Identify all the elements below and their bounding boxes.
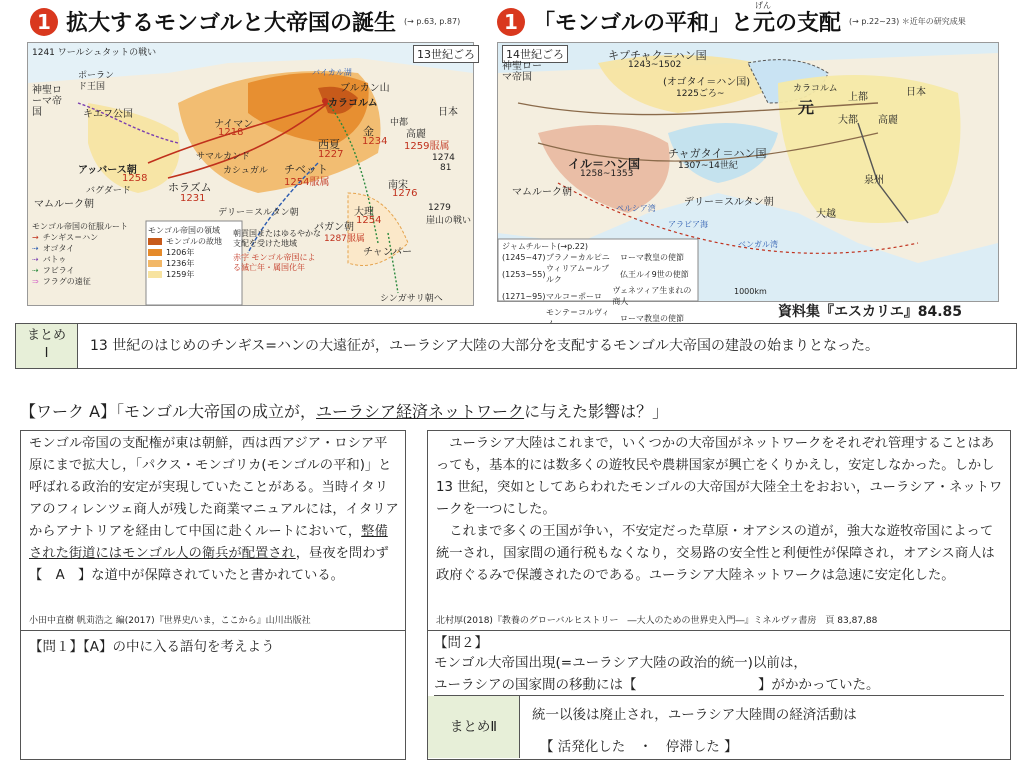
q1-text: 【問１】【A】の中に入る語句を考えよう bbox=[29, 639, 275, 655]
legend-route-0: チンギス＝ハン bbox=[42, 233, 99, 242]
map1-label-17: 1254服属 bbox=[284, 177, 330, 188]
work-a-prefix: 【ワーク A】「モンゴル大帝国の成立が， bbox=[20, 402, 317, 421]
map2-ruby: げん bbox=[755, 1, 771, 10]
legend2-1-person: ウィリアム＝ルブルク bbox=[546, 264, 609, 284]
left-source-box bbox=[20, 430, 406, 632]
map1-legend-routes: モンゴル帝国の征服ルート → チンギス＝ハン ⇢ オゴタイ ⇢ バトゥ ⇢ フビライ ⇒ フラグの遠征 bbox=[32, 221, 140, 287]
map2-label-13: チャガタイ＝ハン国 bbox=[668, 147, 767, 160]
legend2-2-person: マルコ＝ポーロ bbox=[546, 291, 602, 301]
map2-label-20: アラビア海 bbox=[668, 220, 708, 229]
map2-label-0: 神聖ローマ帝国 bbox=[502, 61, 542, 83]
map2-label-6: 上都 bbox=[848, 92, 868, 103]
matome1-label bbox=[16, 324, 78, 368]
work-a-suffix: に与えた影響は？」 bbox=[524, 402, 669, 421]
map1-label-25: 1276 bbox=[392, 188, 418, 199]
map1-label-12: ナイマン bbox=[214, 119, 254, 130]
map1-label-6: バグダード bbox=[86, 186, 131, 196]
map1-label-10: サマルカンド bbox=[196, 152, 251, 162]
map1-label-34: 1279 bbox=[428, 203, 451, 213]
map2-label-9: 高麗 bbox=[878, 115, 898, 126]
map2-title-text: 「モンゴルの平和」と元の支配 bbox=[533, 11, 842, 36]
map1-label-30: 1287服属 bbox=[324, 234, 365, 244]
source-note: 資料集『エスカリエ』84.85 bbox=[778, 304, 963, 320]
matome1-label-2: Ⅰ bbox=[44, 346, 49, 361]
map1-title bbox=[30, 6, 460, 37]
left-para1-underlined: 整備された街道にはモンゴル人の衛兵が配置され bbox=[29, 524, 388, 561]
right-para1: ユーラシア大陸はこれまで，いくつかの大帝国がネットワークをそれぞれ管理することはあっても，基本的には数多くの遊牧民や農耕国家が興亡をくりかえし，安定しなかった。しかし 13 世紀，突如としてあらわれたモンゴルの大帝国が大陸全土をおおい，ユーラシア・ネットワークを一つにした。 bbox=[436, 436, 1003, 517]
left-source-text bbox=[29, 433, 399, 587]
map2-legend-title: ジャムチルート(→p.22) bbox=[502, 242, 589, 251]
matome2-line1: 統一以後は廃止され，ユーラシア大陸間の経済活動は bbox=[532, 707, 857, 723]
map1-label-33: 81 bbox=[440, 163, 452, 173]
left-citation: 小田中直樹 帆苅浩之 編(2017)『世界史/いま，ここから』山川出版社 bbox=[29, 616, 311, 626]
map1-label-9: 1231 bbox=[180, 193, 206, 204]
map1-label-29: パガン朝 bbox=[314, 222, 354, 233]
map2-label-3: (オゴタイ＝ハン国) bbox=[663, 77, 751, 88]
map1-label-4: アッバース朝 bbox=[78, 165, 137, 176]
legend-area-2: 1236年 bbox=[166, 259, 195, 268]
legend-other-0: 朝貢国またはゆるやかな支配を受けた地域 bbox=[233, 229, 321, 248]
legend-area-3: 1259年 bbox=[166, 270, 195, 279]
map1-legend-area bbox=[148, 225, 240, 280]
map1-label-5: 1258 bbox=[122, 173, 148, 184]
matome1-text: 13 世紀のはじめのチンギス=ハンの大遠征が，ユーラシア大陸の大部分を支配するモンゴル大帝国の建設の始まりとなった。 bbox=[90, 338, 880, 354]
map2-label-16: デリー＝スルタン朝 bbox=[684, 197, 774, 208]
left-para1-end: ，昼夜を問わず【 A 】な道中が保障されていたと書かれている。 bbox=[29, 546, 389, 583]
map2-label-21: ベンガル湾 bbox=[738, 240, 778, 249]
map1-label-27: 1254 bbox=[356, 215, 382, 226]
map1-label-21: 1259服属 bbox=[404, 141, 450, 152]
map1-label-11: カシュガル bbox=[223, 166, 268, 176]
map2-label-2: 1243~1502 bbox=[628, 60, 682, 70]
q2-title: 【問２】 bbox=[434, 635, 488, 651]
legend2-0-role: ローマ教皇の使節 bbox=[620, 253, 684, 262]
q2-box bbox=[427, 630, 1011, 760]
map1-label-31: チャンパー bbox=[363, 247, 412, 258]
map2-ref: (→ p.22~23) ＊近年の研究成果 bbox=[849, 16, 966, 26]
legend-area-1: 1206年 bbox=[166, 248, 195, 257]
q2-line2[interactable]: ユーラシアの国家間の移動には【 】がかかっていた。 bbox=[434, 677, 880, 693]
map2-label-22: 1000km bbox=[734, 287, 767, 296]
map1-era: 13世紀ごろ bbox=[413, 45, 479, 63]
map1-burkhan: ブルカン山 bbox=[340, 83, 390, 94]
map1-label-32: 1274 bbox=[432, 153, 455, 163]
map1-label-39: バイカル湖 bbox=[312, 68, 352, 77]
q2-line1: モンゴル大帝国出現(=ユーラシア大陸の政治的統一)以前は， bbox=[434, 655, 807, 671]
map2-label-12: 1258~1353 bbox=[580, 169, 634, 179]
map1-ref: (→ p.63, p.87) bbox=[404, 16, 461, 26]
map1-legend-routes-title: モンゴル帝国の征服ルート bbox=[32, 222, 128, 231]
map1-title-text: 拡大するモンゴルと大帝国の誕生 bbox=[66, 11, 397, 36]
map2-label-17: 大越 bbox=[816, 209, 836, 220]
map1-karakorum: カラコルム bbox=[328, 98, 378, 109]
right-citation: 北村厚(2018)『教養のグローバルヒストリー ―大人のための世界史入門―』ミネルヴァ書房 頁 83,87,88 bbox=[436, 616, 878, 626]
map1-label-1: 神聖ローマ帝国 bbox=[32, 85, 62, 118]
map1-label-19: 1234 bbox=[362, 136, 388, 147]
legend-route-1: オゴタイ bbox=[42, 244, 75, 253]
map2-label-1: キプチャク＝ハン国 bbox=[608, 49, 707, 62]
work-a-heading bbox=[20, 399, 668, 422]
map1-label-26: 大理 bbox=[354, 207, 374, 218]
map1-label-24: 南宋 bbox=[388, 180, 408, 191]
map1-panel bbox=[27, 42, 474, 306]
map2-label-14: 1307~14世紀 bbox=[678, 161, 738, 171]
map2-legend bbox=[502, 241, 697, 329]
legend-route-2: バトゥ bbox=[42, 255, 67, 264]
map1-label-16: チベット bbox=[284, 163, 328, 176]
map1-label-20: 高麗 bbox=[406, 129, 426, 140]
map1-label-13: 1218 bbox=[218, 127, 244, 138]
map1-label-23: 日本 bbox=[438, 107, 458, 118]
map2-title bbox=[497, 6, 966, 37]
map1-label-18: 金 bbox=[363, 125, 374, 138]
map2-label-15: マムルーク朝 bbox=[512, 187, 572, 198]
map2-label-4: 1225ごろ~ bbox=[676, 89, 725, 99]
map1-label-22: 中都 bbox=[390, 118, 409, 128]
map2-era: 14世紀ごろ bbox=[502, 45, 568, 63]
map1-legend-other bbox=[233, 229, 323, 273]
right-para2: これまで多くの王国が争い，不安定だった草原・オアシスの道が，強大な遊牧帝国によって統一され，国家間の通行税もなくなり，交易路の安全性と利便性が保障され，オアシス商人は政府ぐるみで保護されたのである。ユーラシア大陸ネットワークは急速に安定化した。 bbox=[436, 524, 995, 583]
map1-label-15: 1227 bbox=[318, 149, 344, 160]
legend2-1-role: 仏王ルイ9世の使節 bbox=[620, 269, 689, 279]
map2-label-8: 大都 bbox=[838, 115, 858, 126]
map1-label-3: キエフ公国 bbox=[83, 109, 133, 120]
map1-label-7: マムルーク朝 bbox=[34, 199, 94, 210]
left-para1: モンゴル帝国の支配権が東は朝鮮，西は西アジア・ロシア平原にまで拡大し，「パクス・モンゴリカ(モンゴルの平和)」と呼ばれる政治的安定が実現していたことがある。当時イタリアのフィレンツェ商人が残した商業マニュアルには，イタリアからアナトリアを経由して中国に赴くルートにおいて， bbox=[29, 436, 399, 539]
map1-label-0: 1241 ワールシュタットの戦い bbox=[32, 48, 157, 58]
work-a-underlined: ユーラシア経済ネットワーク bbox=[316, 402, 525, 421]
legend2-3-role: ローマ教皇の使節 bbox=[620, 313, 684, 323]
legend-other-1: 赤字 モンゴル帝国による滅亡年・属国化年 bbox=[233, 253, 316, 272]
legend-route-3: フビライ bbox=[42, 266, 75, 275]
legend2-2-role: ヴェネツィア生まれの商人 bbox=[612, 286, 692, 306]
map2-label-11: イル＝ハン国 bbox=[568, 157, 641, 171]
matome1-label-1: まとめ bbox=[26, 328, 66, 343]
matome1-box bbox=[15, 323, 1017, 369]
legend2-0-years: (1245~47) bbox=[502, 253, 546, 262]
legend-route-4: フラグの遠征 bbox=[42, 277, 91, 286]
legend-area-0: モンゴルの故地 bbox=[166, 237, 222, 246]
legend2-2-years: (1271~95) bbox=[502, 291, 546, 301]
matome2-choice[interactable]: 【 活発化した ・ 停滞した 】 bbox=[540, 739, 738, 755]
legend2-0-person: プラノ＝カルピニ bbox=[546, 253, 610, 262]
map2-label-10: 日本 bbox=[906, 87, 926, 98]
map1-label-36: シンガサリ朝へ bbox=[380, 294, 443, 304]
map1-number: 1 bbox=[30, 8, 58, 36]
map2-label-7: 元 bbox=[798, 98, 815, 117]
map2-label-19: ペルシア湾 bbox=[616, 204, 656, 213]
map2-label-18: 泉州 bbox=[864, 175, 884, 186]
map1-label-2: ポーランド王国 bbox=[78, 71, 115, 92]
right-source-box bbox=[427, 430, 1011, 632]
map1-label-35: 崖山の戦い bbox=[426, 216, 472, 226]
q1-box[interactable] bbox=[20, 630, 406, 760]
matome2-label: まとめⅡ bbox=[428, 696, 520, 758]
map1-label-8: ホラズム bbox=[168, 181, 212, 194]
map1-legend-area-title: モンゴル帝国の領域 bbox=[148, 226, 220, 235]
map2-label-5: カラコルム bbox=[793, 84, 838, 94]
map1-label-14: 西夏 bbox=[318, 138, 340, 151]
legend2-3-person: モンテ＝コルヴィ bbox=[546, 308, 610, 317]
map2-number: 1 bbox=[497, 8, 525, 36]
map1-label-28: デリー＝スルタン朝 bbox=[218, 208, 299, 218]
legend2-1-years: (1253~55) bbox=[502, 269, 546, 279]
